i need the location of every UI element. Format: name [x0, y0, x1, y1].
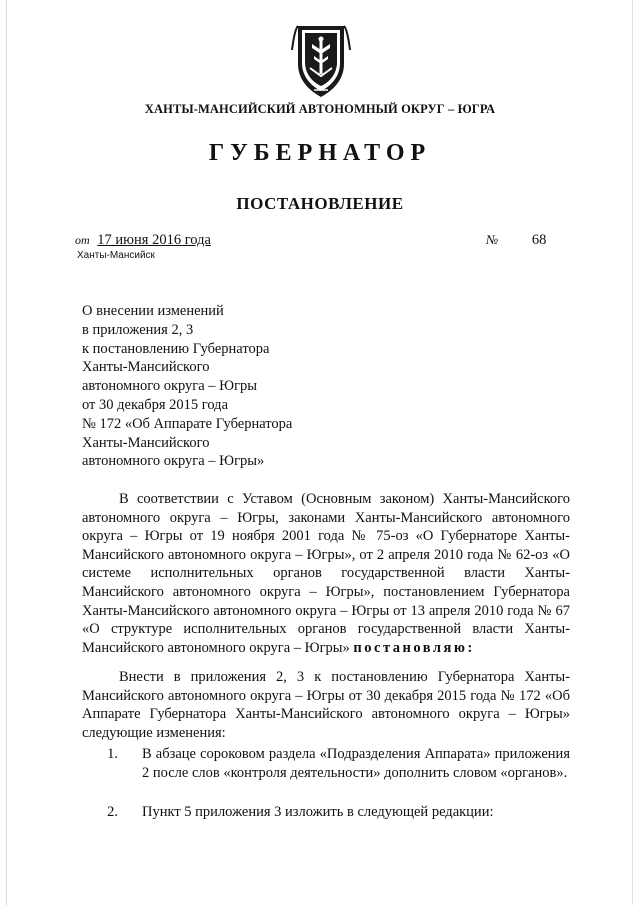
number-sign: №: [486, 232, 499, 247]
date-prefix: от: [75, 233, 90, 247]
subject-line: к постановлению Губернатора: [82, 340, 270, 357]
preamble-text: В соответствии с Уставом (Основным законом) Ханты-Мансийского автономного округа – Югры, законами Ханты-Мансийского автономного округа – Югры от 19 ноября 2001 года № 75-оз «О Губернаторе Ханты-Мансийского автономного округа – Югры», от 2 апреля 2010 года № 62-оз «О системе исполнительных органов государственной власти Ханты-Мансийского автономного округа – Югры», постановлением Губернатора Ханты-Мансийского автономного округа – Югры от 13 апреля 2010 года № 67 «О структуре исполнительных органов государственной власти Ханты-Мансийского автономного округа – Югры»: [82, 491, 570, 656]
list-item: [82, 745, 570, 782]
subject-line: О внесении изменений: [82, 303, 224, 319]
page-title: ГУБЕРНАТОР: [208, 140, 432, 166]
preamble-paragraph: [82, 490, 570, 657]
subject-line: Ханты-Мансийского: [82, 359, 210, 376]
scan-edge-left: [6, 0, 7, 905]
subject-line: автономного округа – Югры: [82, 378, 258, 395]
resolution-word: постановляю:: [353, 639, 475, 656]
date-value: 17 июня 2016 года: [97, 232, 211, 248]
item-number: 2.: [107, 804, 118, 820]
subject-line: от 30 декабря 2015 года: [82, 396, 228, 413]
list-item: [82, 803, 570, 822]
subject-line: № 172 «Об Аппарате Губернатора: [82, 415, 293, 432]
subject-line: в приложения 2, 3: [82, 321, 194, 338]
item-text: В абзаце сороковом раздела «Подразделения Аппарата» приложения 2 после слов «контроля деятельности» дополнить словом «органов».: [142, 746, 570, 781]
decree-number: [486, 232, 546, 249]
document-type: ПОСТАНОВЛЕНИЕ: [236, 194, 404, 213]
subject-line: Ханты-Мансийского: [82, 434, 210, 451]
subject-line: автономного округа – Югры»: [82, 453, 265, 470]
number-value: 68: [531, 232, 547, 248]
item-number: 1.: [107, 746, 118, 762]
region-name: ХАНТЫ-МАНСИЙСКИЙ АВТОНОМНЫЙ ОКРУГ – ЮГРА: [144, 102, 496, 116]
item-text: Пункт 5 приложения 3 изложить в следующей редакции:: [142, 804, 494, 820]
amendment-intro-paragraph: Внести в приложения 2, 3 к постановлению Губернатора Ханты-Мансийского автономного округа – Югры от 30 декабря 2015 года № 172 «Об Аппарате Губернатора Ханты-Мансийского автономного округа – Югры» следующие изменения:: [82, 669, 570, 741]
scan-edge-right: [632, 0, 633, 905]
decree-date: [75, 232, 211, 249]
subject-block: [82, 302, 292, 471]
coat-of-arms-icon: [290, 20, 352, 100]
city: Ханты-Мансийск: [77, 250, 155, 261]
